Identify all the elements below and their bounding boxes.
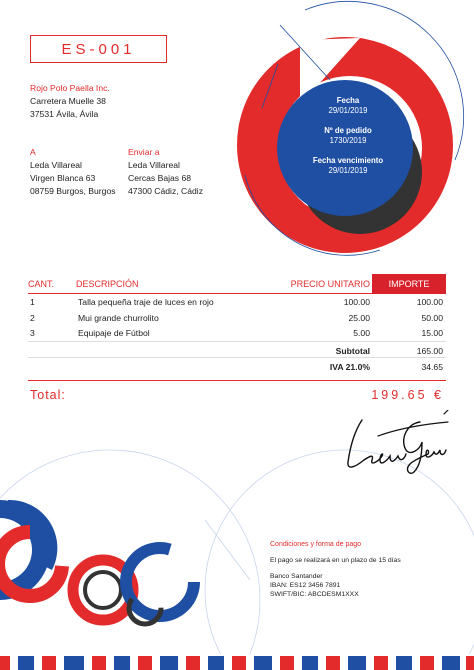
subtotal-label: Subtotal [335, 345, 370, 356]
row-description: Mui grande churrolito [78, 312, 159, 323]
signature-image [340, 410, 452, 476]
header-qty: CANT. [28, 279, 55, 289]
subtotal-row [28, 341, 446, 357]
bill-to-title: A [30, 147, 36, 157]
ship-to-address-line2: 47300 Cádiz, Cádiz [128, 186, 204, 196]
row-description: Equipaje de Fútbol [78, 328, 150, 338]
bill-to-address-line2: 08759 Burgos, Burgos [30, 186, 116, 196]
bank-iban: IBAN: ES12 3456 7891 [270, 582, 341, 589]
subtotal-value: 165.00 [416, 345, 443, 356]
seller-address-line1: Carretera Muelle 38 [30, 96, 106, 106]
table-header [28, 277, 446, 294]
bank-name: Banco Santander [270, 573, 323, 580]
ship-to-block [128, 146, 203, 198]
items-table [28, 277, 446, 373]
row-unit-price: 100.00 [343, 297, 370, 307]
due-value: 29/01/2019 [328, 166, 368, 175]
row-qty: 1 [30, 297, 35, 307]
invoice-meta [280, 96, 416, 186]
seller-name: Rojo Polo Paella Inc. [30, 83, 110, 93]
bill-to-address-line1: Virgen Blanca 63 [30, 173, 96, 183]
row-amount: 100.00 [416, 297, 443, 307]
payment-conditions [270, 540, 440, 599]
seller-address [30, 82, 110, 121]
date-value: 29/01/2019 [328, 106, 368, 115]
header-description: DESCRIPCIÓN [76, 279, 139, 289]
ship-to-title: Enviar a [128, 147, 160, 157]
bill-to-block [30, 146, 116, 198]
row-amount: 50.00 [421, 312, 443, 323]
table-row [28, 294, 446, 310]
table-row [28, 310, 446, 326]
header-amount: IMPORTE [372, 274, 446, 294]
date-label: Fecha [336, 96, 360, 105]
row-unit-price: 5.00 [353, 328, 370, 338]
row-description: Talla pequeña traje de luces en rojo [78, 297, 214, 307]
due-label: Fecha vencimiento [312, 156, 384, 165]
ship-to-address-line1: Cercas Bajas 68 [128, 173, 192, 183]
order-value: 1730/2019 [329, 136, 367, 145]
tax-value: 34.65 [421, 361, 443, 372]
row-qty: 2 [30, 312, 35, 323]
total-value: 199.65 € [371, 388, 444, 402]
invoice-number: ES-001 [30, 35, 167, 63]
bill-to-name: Leda Villareal [30, 160, 82, 170]
conditions-term: El pago se realizará en un plazo de 15 días [270, 557, 401, 564]
row-amount: 15.00 [421, 328, 443, 338]
row-unit-price: 25.00 [348, 312, 370, 323]
seller-address-line2: 37531 Ávila, Ávila [30, 109, 99, 119]
total-divider [28, 380, 446, 381]
tax-row [28, 357, 446, 373]
header-unit-price: PRECIO UNITARIO [290, 279, 370, 289]
order-label: Nº de pedido [324, 126, 372, 135]
table-row [28, 325, 446, 341]
total-label: Total: [30, 388, 66, 402]
ship-to-name: Leda Villareal [128, 160, 180, 170]
row-qty: 3 [30, 328, 35, 338]
tax-label: IVA 21.0% [329, 361, 370, 372]
bank-swift: SWIFT/BIC: ABCDESM1XXX [270, 591, 359, 598]
conditions-title: Condiciones y forma de pago [270, 541, 362, 548]
